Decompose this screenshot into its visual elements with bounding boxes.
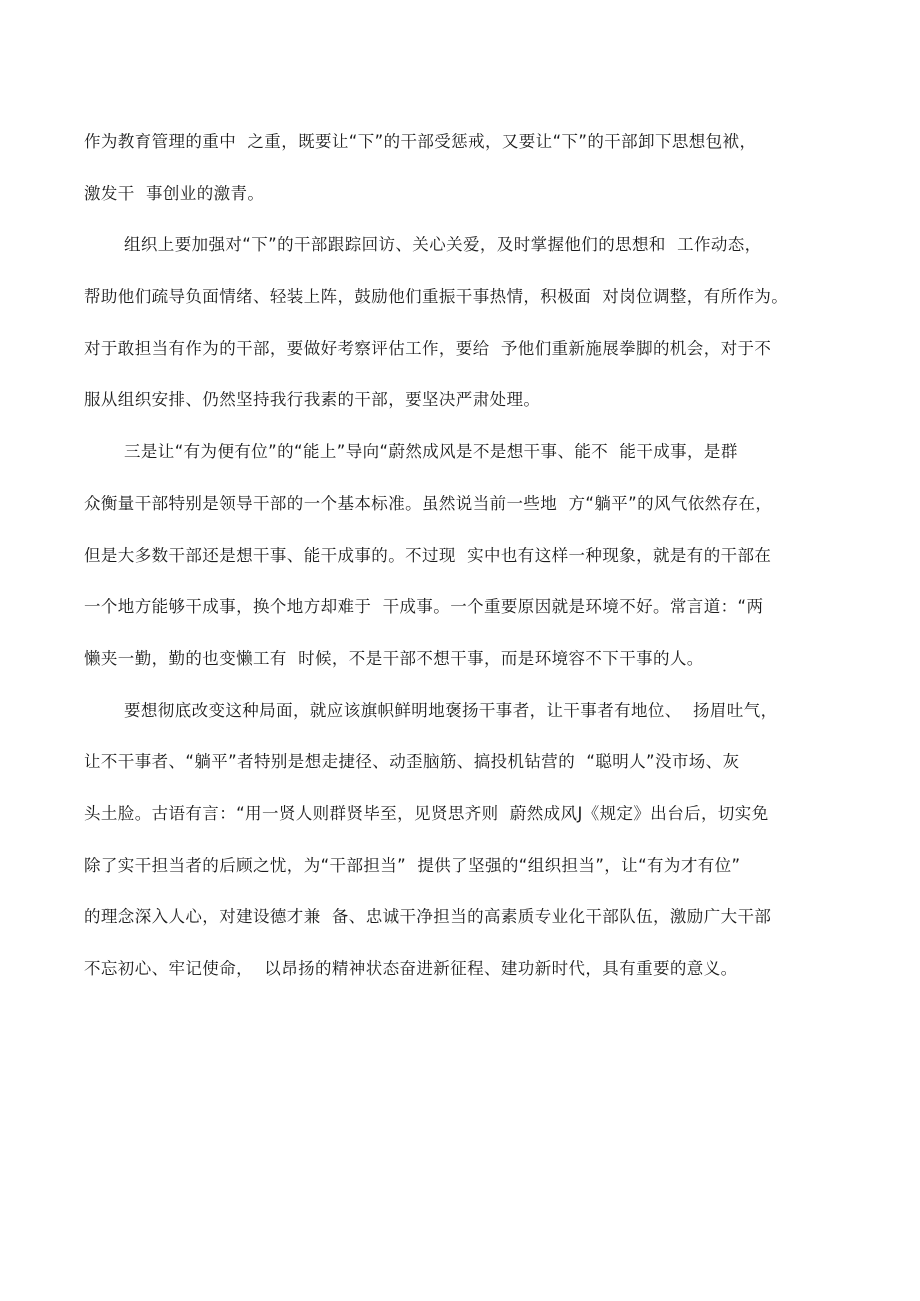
- text-line: 除了实干担当者的后顾之忧，为“干部担当” 提供了坚强的“组织担当”，让“有为才有位”: [84, 855, 741, 875]
- text-line: 要想彻底改变这种局面，就应该旗帜鲜明地褒扬干事者，让干事者有地位、 扬眉吐气，: [124, 700, 778, 720]
- text-line: 让不干事者、“躺平”者特别是想走捷径、动歪脑筋、搞投机钻营的 “聪明人”没市场、灰: [84, 752, 740, 772]
- paragraph: [84, 439, 844, 697]
- document-body: [84, 129, 844, 1008]
- text-line: 懒夹一勤，勤的也变懒工有 时候，不是干部不想干事，而是环境容不下干事的人。: [84, 648, 704, 668]
- paragraph: [84, 129, 844, 232]
- paragraph: [84, 698, 844, 1008]
- text-line: 三是让“有为便有位”的“能上”导向“蔚然成风是不是想干事、能不 能干成事，是群: [124, 442, 738, 462]
- text-line: 激发干 事创业的激青。: [84, 183, 265, 203]
- text-line: 对于敢担当有作为的干部，要做好考察评估工作，要给 予他们重新施展拳脚的机会，对于不: [84, 338, 772, 358]
- paragraph: [84, 232, 844, 439]
- text-line: 一个地方能够干成事，换个地方却难于 干成事。一个重要原因就是环境不好。常言道：“两: [84, 597, 764, 617]
- text-line: 帮助他们疏导负面情绪、轻装上阵，鼓励他们重振干事热情，积极面 对岗位调整，有所作为。: [84, 287, 789, 307]
- text-line: 的理念深入人心，对建设德才兼 备、忠诚干净担当的高素质专业化干部队伍，激励广大干部: [84, 907, 772, 927]
- text-line: 但是大多数干部还是想干事、能干成事的。不过现 实中也有这样一种现象，就是有的干部在: [84, 545, 772, 565]
- text-line: 头土脸。古语有言：“用一贤人则群贤毕至，见贤思齐则 蔚然成风J《规定》出台后，切实免: [84, 803, 769, 823]
- text-line: 作为教育管理的重中 之重，既要让“下”的干部受惩戒，又要让“下”的干部卸下思想包袱，: [84, 132, 757, 151]
- text-line: 不忘初心、牢记使命， 以昂扬的精神状态奋进新征程、建功新时代，具有重要的意义。: [84, 959, 738, 978]
- text-line: 服从组织安排、仍然坚持我行我素的干部，要坚决严肃处理。: [84, 390, 541, 410]
- text-line: 众衡量干部特别是领导干部的一个基本标准。虽然说当前一些地 方“躺平”的风气依然存在，: [84, 493, 773, 513]
- text-line: 组织上要加强对“下”的干部跟踪回访、关心关爱，及时掌握他们的思想和 工作动态，: [124, 235, 762, 255]
